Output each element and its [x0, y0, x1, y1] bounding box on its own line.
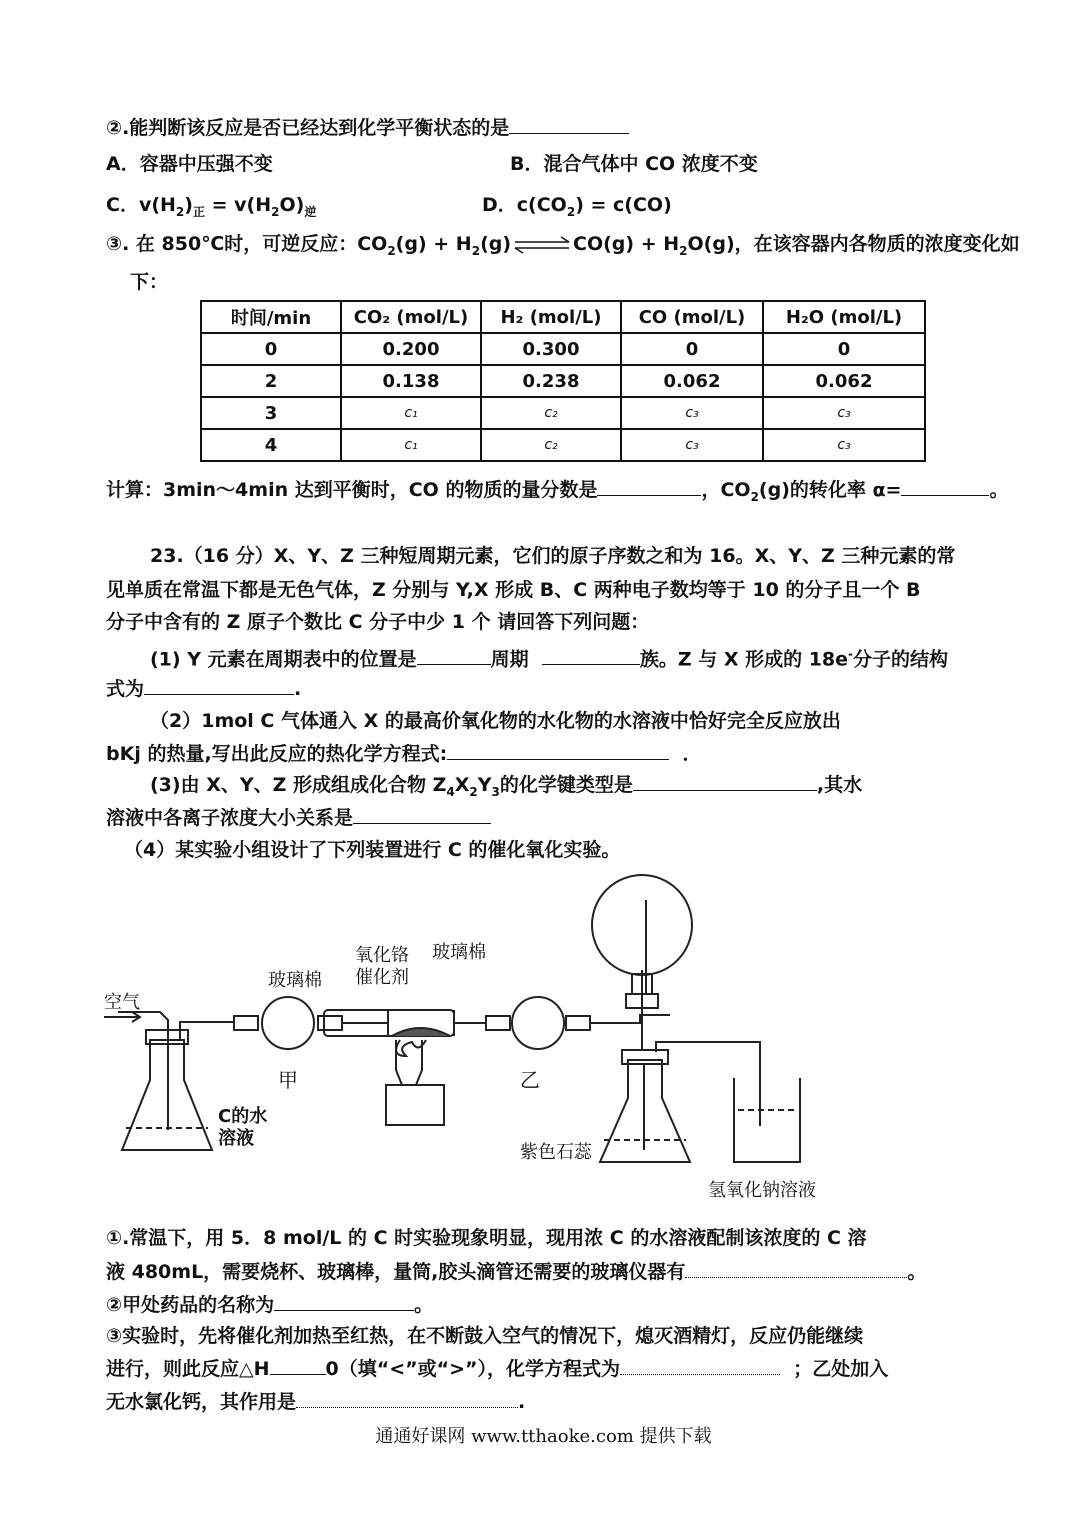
answer-blank[interactable] [542, 646, 640, 665]
answer-blank[interactable] [509, 115, 629, 134]
q23-sub3-line3: 无水氯化钙，其作用是 . [106, 1391, 526, 1413]
label-naoh: 氢氧化钠溶液 [708, 1180, 816, 1201]
q23-intro-line2: 见单质在常温下都是无色气体，Z 分别与 Y,X 形成 B、C 两种电子数均等于 10 的分子且一个 B [106, 579, 921, 601]
answer-blank[interactable] [447, 741, 669, 760]
q23-part3: (3)由 X、Y、Z 形成组成化合物 $Z_4X_2Y_3$的化学键类型是 ,其水 [150, 774, 863, 799]
q23-sub2: ②甲处药品的名称为 。 [106, 1294, 434, 1316]
q23-part2: （2）1mol C 气体通入 X 的最高价氧化物的水化物的水溶液中恰好完全反应放出 [150, 710, 841, 732]
table-row: 0 0.200 0.300 0 0 [201, 333, 925, 365]
answer-blank[interactable] [296, 1389, 518, 1408]
label-air: 空气 [104, 992, 140, 1013]
concentration-table [200, 300, 926, 462]
answer-blank[interactable] [353, 805, 491, 824]
footer: 通通好课网 www.tthaoke.com 提供下载 [375, 1426, 712, 1447]
q23-sub1-line1: ①.常温下，用 5．8 mol/L 的 C 时实验现象明显，现用浓 C 的水溶液配制该浓度的 C 溶 [106, 1227, 867, 1249]
answer-blank[interactable] [685, 1259, 907, 1278]
answer-blank[interactable] [274, 1292, 414, 1311]
answer-blank[interactable] [417, 646, 491, 665]
header-h2: H₂ (mol/L) [481, 301, 621, 333]
answer-blank[interactable] [597, 477, 701, 496]
answer-blank[interactable] [144, 676, 294, 695]
label-glass-wool-left: 玻璃棉 [268, 970, 322, 991]
apparatus-diagram [100, 870, 860, 1210]
q23-sub1-line2: 液 480mL，需要烧杯、玻璃棒，量筒,胶头滴管还需要的玻璃仪器有 。 [106, 1261, 927, 1283]
q23-sub3-line2: 进行，则此反应△H 0（填“<”或“>”），化学方程式为 ；乙处加入 [106, 1358, 889, 1380]
answer-blank[interactable] [901, 477, 989, 496]
q23-intro-line3: 分子中含有的 Z 原子个数比 C 分子中少 1 个 请回答下列问题： [106, 611, 650, 633]
label-c-solution: C的水 溶液 [218, 1106, 268, 1149]
label-catalyst: 氧化铬 催化剂 [355, 945, 409, 988]
q22-part2-title: ②.能判断该反应是否已经达到化学平衡状态的是 [106, 115, 629, 140]
option-d: D．$c(CO_2) = c(CO)$ [482, 194, 672, 219]
label-jia: 甲 [278, 1068, 298, 1092]
q23-part4: （4）某实验小组设计了下列装置进行 C 的催化氧化实验。 [124, 839, 621, 861]
q23-part1: (1) Y 元素在周期表中的位置是 周期 族。Z 与 X 形成的 18e-分子的结构 [150, 647, 949, 671]
table-header-row [201, 301, 925, 333]
q22-part3-line2: 下： [130, 271, 169, 293]
label-glass-wool-right: 玻璃棉 [432, 942, 486, 963]
answer-blank[interactable] [270, 1356, 326, 1375]
table-row: 2 0.138 0.238 0.062 0.062 [201, 365, 925, 397]
option-b: B．混合气体中 CO 浓度不变 [510, 153, 758, 175]
q23-part3-cont: 溶液中各离子浓度大小关系是 [106, 805, 491, 830]
q23-part2-cont: bKj 的热量,写出此反应的热化学方程式: ． [106, 743, 702, 765]
option-c: C．$v(H_2)_正 = v(H_2O)_逆$ [106, 194, 317, 219]
table-row: 4 c₁ c₂ c₃ c₃ [201, 429, 925, 461]
q23-part1-cont: 式为 . [106, 678, 302, 700]
q23-intro-line1: 23.（16 分）X、Y、Z 三种短周期元素，它们的原子序数之和为 16。X、Y、Z 三种元素的常 [150, 545, 956, 567]
q22-part3-line1: ③. 在 850℃时，可逆反应：$CO_2(g) + H_2(g) CO(g) + H_2O(g)$，在该容器内各物质的浓度变化如 [106, 233, 1020, 258]
answer-blank[interactable] [633, 772, 817, 791]
header-co2: CO₂ (mol/L) [341, 301, 481, 333]
answer-blank[interactable] [620, 1356, 780, 1375]
header-time: 时间/min [201, 301, 341, 333]
option-a: A．容器中压强不变 [106, 153, 273, 175]
header-co: CO (mol/L) [621, 301, 763, 333]
q22-calculation: 计算：3min～4min 达到平衡时，CO 的物质的量分数是 ，$CO_2(g)$的转化率 α= 。 [106, 479, 1009, 504]
header-h2o: H₂O (mol/L) [763, 301, 925, 333]
label-litmus: 紫色石蕊 [520, 1142, 592, 1163]
table-row: 3 c₁ c₂ c₃ c₃ [201, 397, 925, 429]
q23-sub3-line1: ③实验时，先将催化剂加热至红热，在不断鼓入空气的情况下，熄灭酒精灯，反应仍能继续 [106, 1325, 864, 1347]
reversible-arrow-icon [511, 235, 573, 255]
label-yi: 乙 [520, 1068, 540, 1092]
